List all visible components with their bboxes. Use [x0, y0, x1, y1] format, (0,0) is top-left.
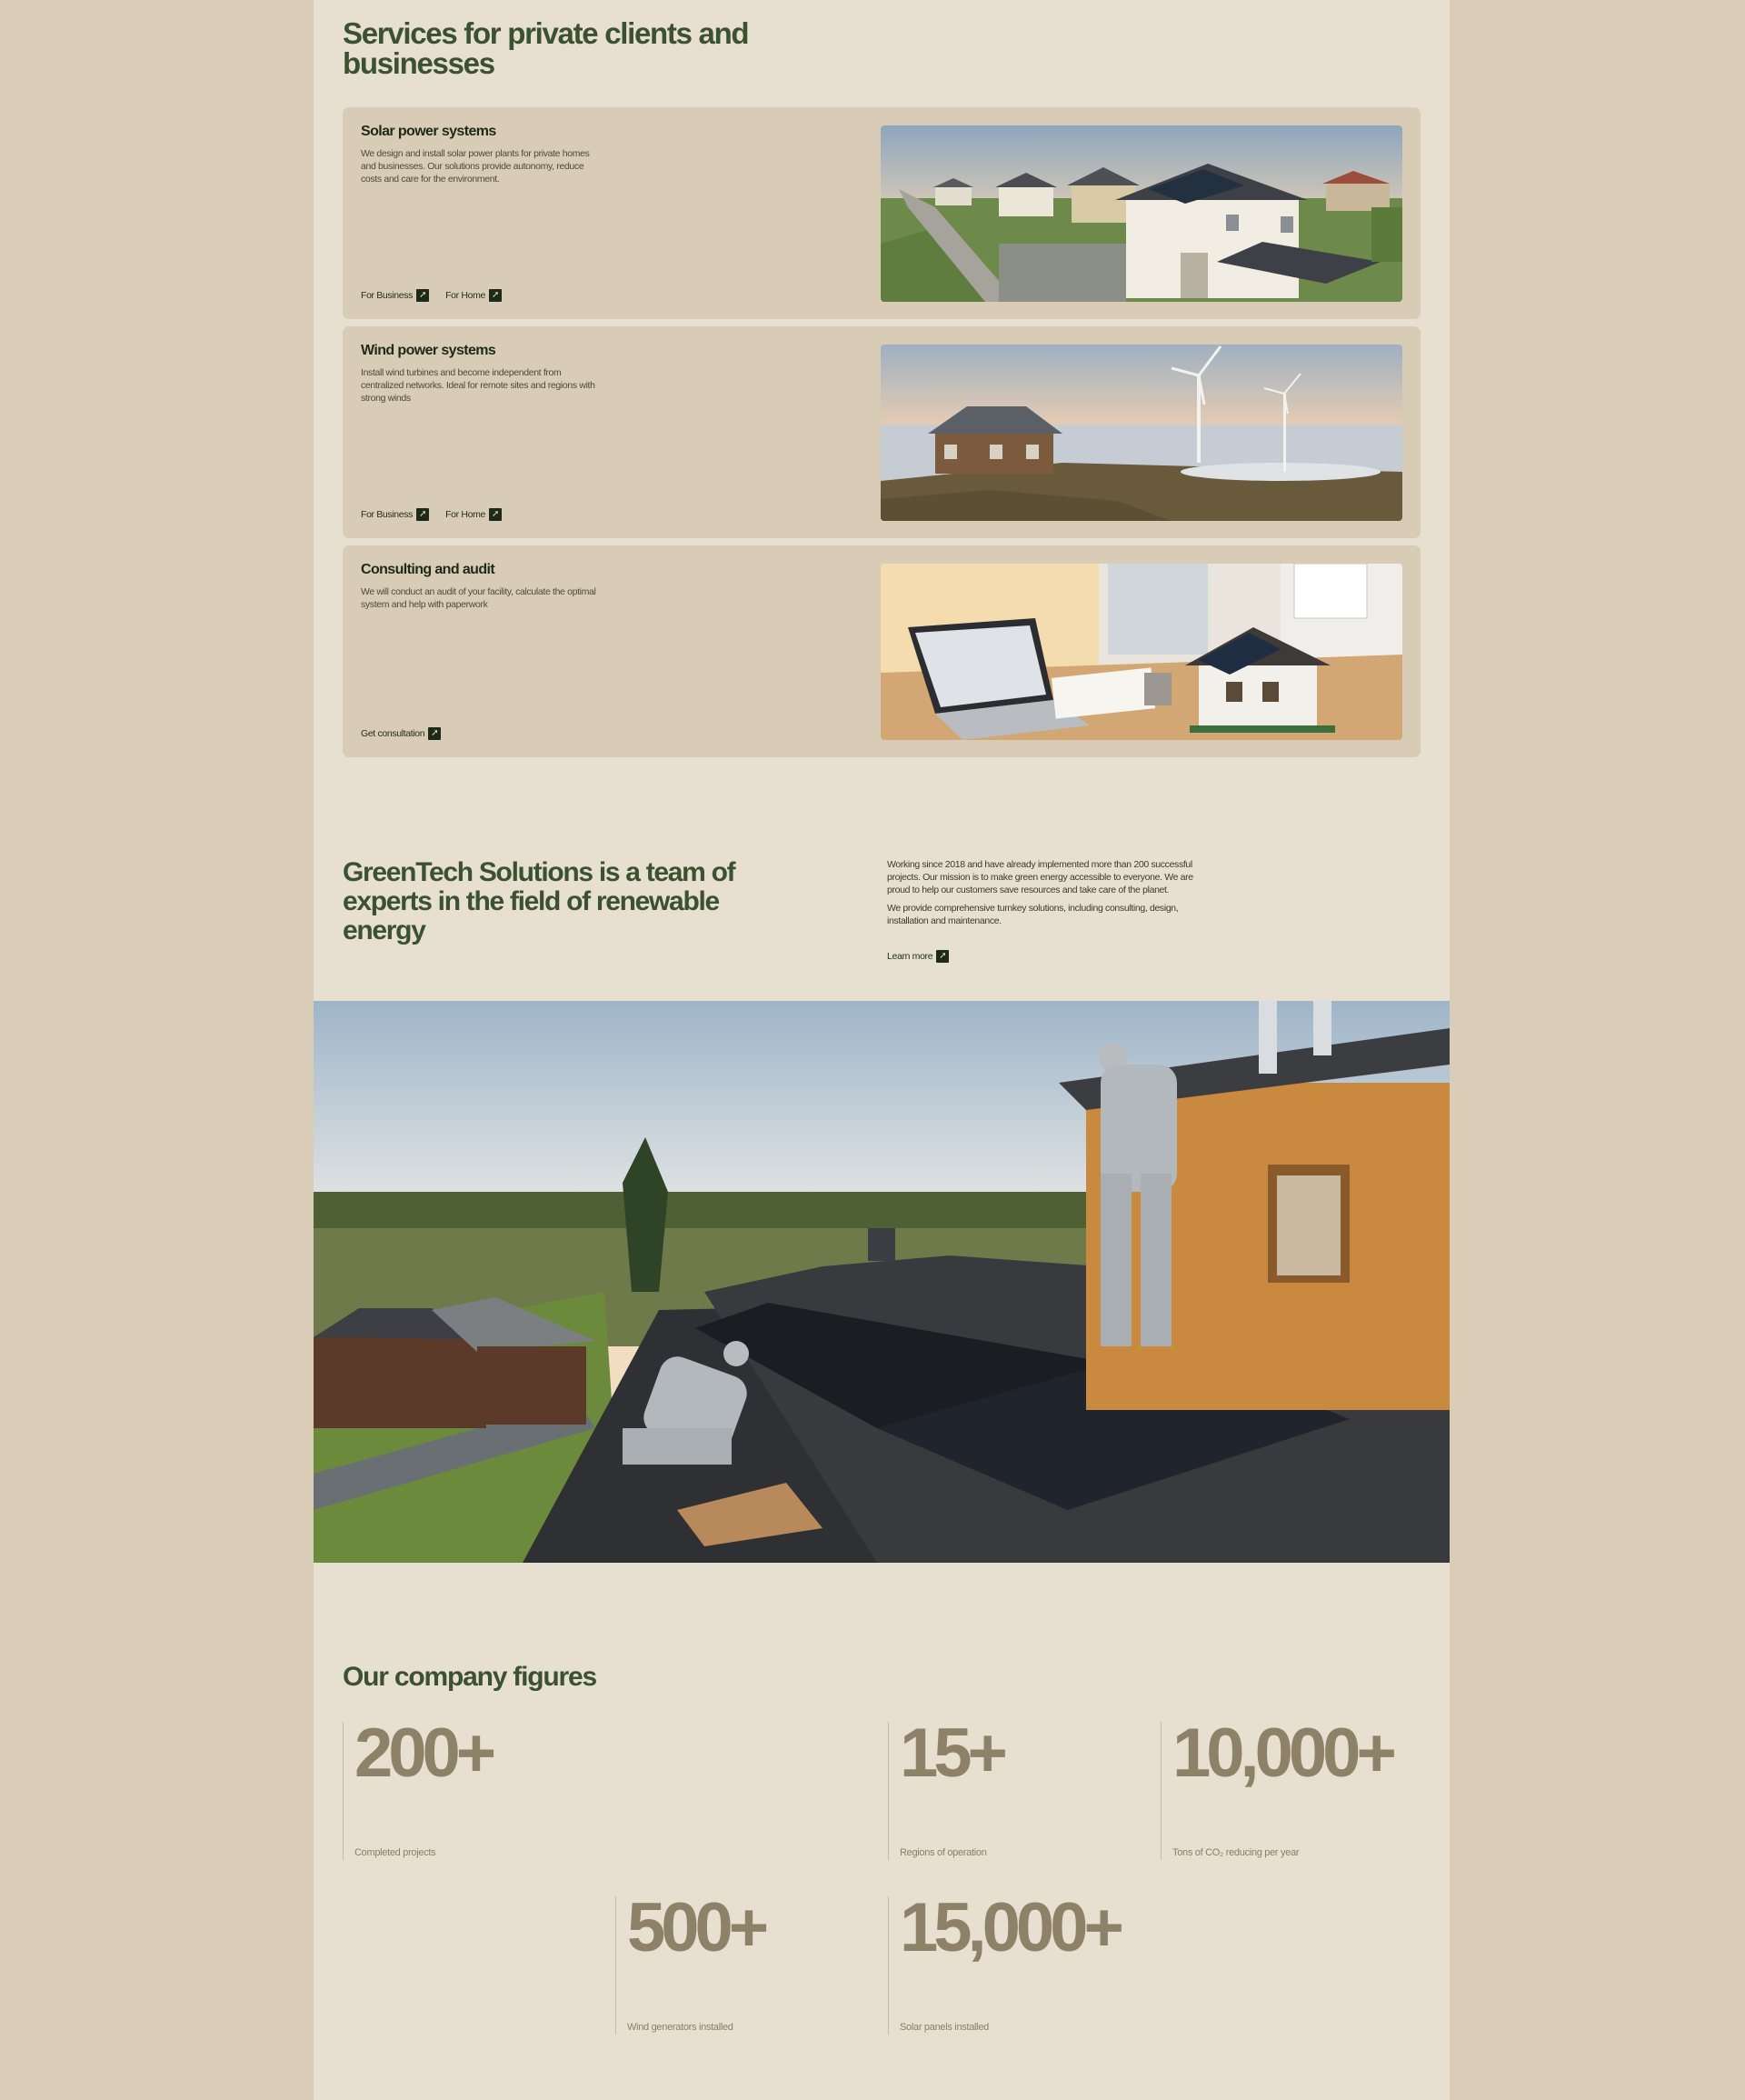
- service-card-description: We design and install solar power plants for private homes and businesses. Our solutions provide autonomy, reduce costs and care for the environment.: [361, 148, 590, 185]
- learn-more-link[interactable]: Learn more ➚: [887, 950, 949, 963]
- service-card-description: We will conduct an audit of your facility, calculate the optimal system and help with paperwork: [361, 586, 596, 610]
- about-title: GreenTech Solutions is a team of experts in the field of renewable energy: [343, 857, 735, 945]
- stat-solar-panels: [888, 1889, 1120, 2035]
- services-title: Services for private clients and businesses: [343, 16, 749, 80]
- figures-title: Our company figures: [343, 1662, 596, 1692]
- wind-turbines-image: [881, 345, 1402, 521]
- hero-image-solar-installation: [314, 1001, 1450, 1563]
- stat-co2: [1161, 1715, 1392, 1860]
- solar-house-image: [881, 125, 1402, 302]
- page: [314, 0, 1450, 2100]
- service-card-description: Install wind turbines and become independent from centralized networks. Ideal for remote sites and regions with strong winds: [361, 367, 595, 404]
- about-paragraph: We provide comprehensive turnkey solutions, including consulting, design, installation and maintenance.: [887, 903, 1179, 926]
- get-consultation-link[interactable]: Get consultation ➚: [361, 727, 441, 740]
- for-business-link[interactable]: For Business ➚: [361, 289, 429, 302]
- service-card-solar: [343, 107, 1421, 319]
- stat-label: Completed projects: [354, 1847, 436, 1858]
- stat-label: Regions of operation: [900, 1847, 987, 1858]
- consulting-image: [881, 564, 1402, 740]
- about-text: [887, 858, 1196, 964]
- stat-label: Wind generators installed: [627, 2022, 733, 2033]
- stat-label: Solar panels installed: [900, 2022, 989, 2033]
- arrow-up-right-icon: ➚: [416, 508, 429, 521]
- arrow-up-right-icon: ➚: [489, 289, 502, 302]
- stat-label: Tons of CO₂ reducing per year: [1172, 1847, 1300, 1858]
- stat-value: 10,000+: [1172, 1715, 1392, 1792]
- stat-value: 200+: [354, 1715, 493, 1792]
- stat-completed-projects: [343, 1715, 493, 1860]
- stat-value: 15+: [900, 1715, 1003, 1792]
- for-home-link[interactable]: For Home ➚: [445, 289, 502, 302]
- service-card-wind: [343, 326, 1421, 538]
- service-card-title: Consulting and audit: [361, 562, 495, 577]
- for-home-link[interactable]: For Home ➚: [445, 508, 502, 521]
- service-card-title: Solar power systems: [361, 124, 496, 139]
- arrow-up-right-icon: ➚: [428, 727, 441, 740]
- stat-value: 500+: [627, 1889, 765, 1966]
- arrow-up-right-icon: ➚: [416, 289, 429, 302]
- service-card-consulting: [343, 545, 1421, 757]
- about-paragraph: Working since 2018 and have already implemented more than 200 successful projects. Our mission is to make green energy accessible to everyone. We are proud to help our customers save resources and take care of the planet.: [887, 859, 1193, 895]
- service-card-title: Wind power systems: [361, 343, 496, 358]
- for-business-link[interactable]: For Business ➚: [361, 508, 429, 521]
- stat-value: 15,000+: [900, 1889, 1120, 1966]
- arrow-up-right-icon: ➚: [936, 950, 949, 963]
- stat-wind-generators: [615, 1889, 765, 2035]
- arrow-up-right-icon: ➚: [489, 508, 502, 521]
- stat-regions: [888, 1715, 1003, 1860]
